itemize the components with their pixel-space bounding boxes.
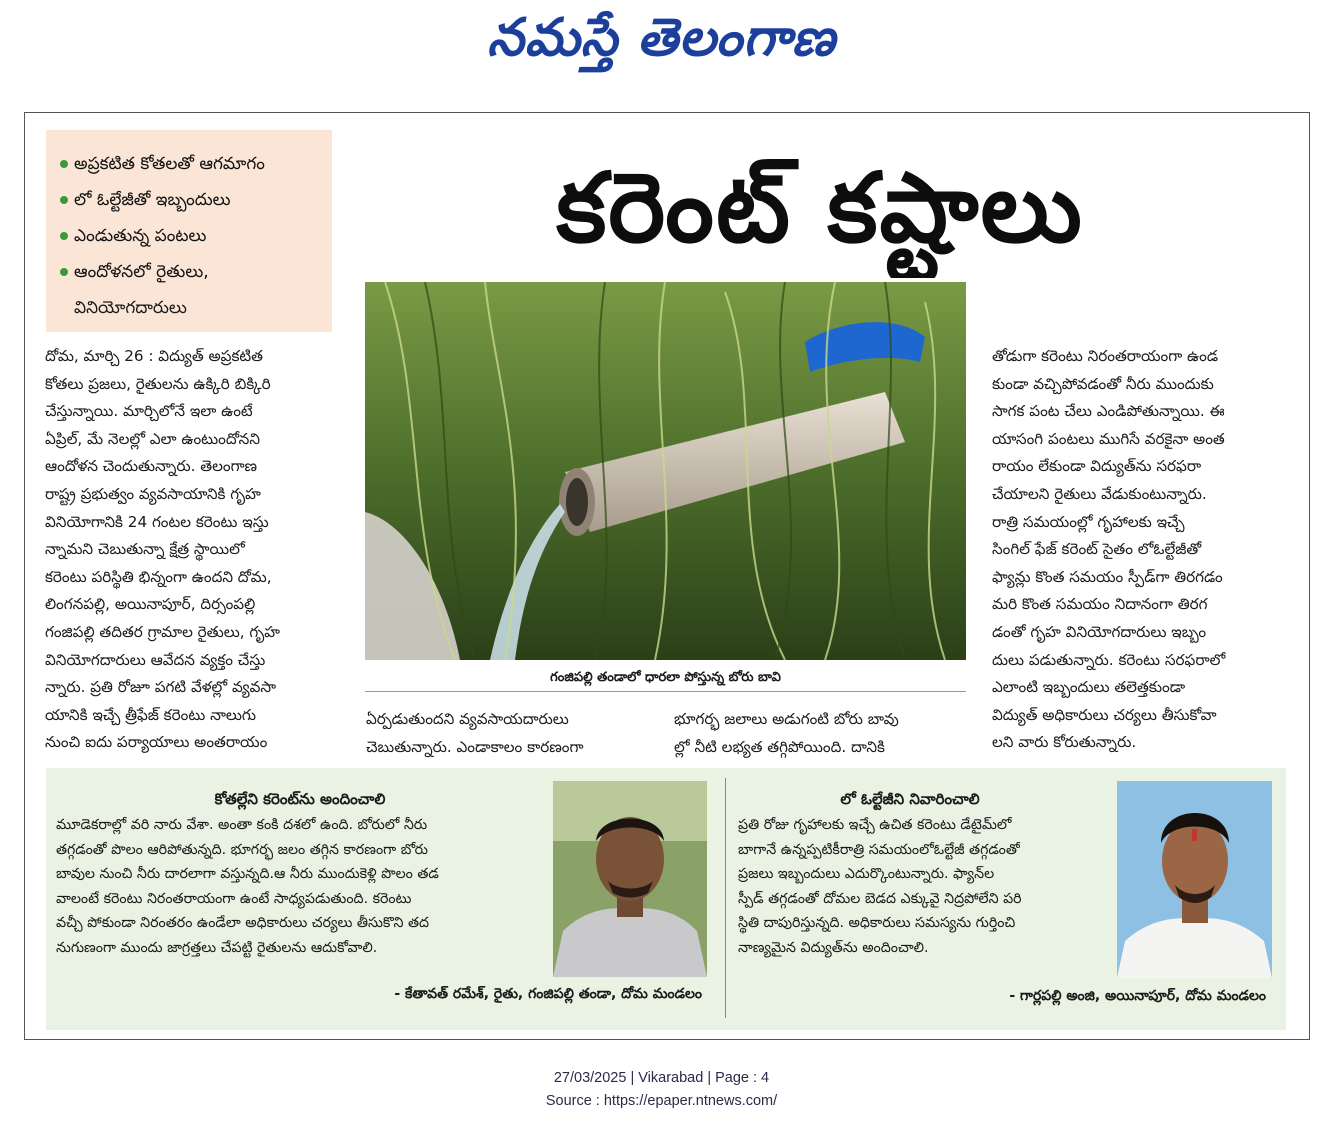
article-line: నుంచి ఐదు పర్యాయాలు అంతరాయం xyxy=(45,733,268,752)
quote1-portrait xyxy=(553,781,707,977)
article-line: చేయాలని రైతులు వేడుకుంటున్నారు. xyxy=(992,484,1207,503)
article-column-left xyxy=(45,343,345,757)
article-line: సింగిల్ ఫేజ్ కరెంట్ సైతం లోఓల్టేజీతో xyxy=(992,540,1202,559)
article-line: తోడుగా కరెంటు నిరంతరాయంగా ఉండ xyxy=(992,347,1219,365)
quote-line: బాగానే ఉన్నప్పటికీరాత్రి సమయంలోఓల్టేజీ తగ్గడంతో xyxy=(738,841,1020,858)
highlight-item: అప్రకటిత కోతలతో ఆగమాగం xyxy=(60,146,320,182)
article-line: విద్యుత్ అధికారులు చర్యలు తీసుకోవా xyxy=(992,705,1217,724)
quote-line: బావుల నుంచి నీరు దారలాగా వస్తున్నది.ఆ నీరు ముందుకెళ్లి పొలం తడ xyxy=(56,866,439,883)
article-line: న్నారు. ప్రతి రోజూ పగటి వేళల్లో వ్యవసా xyxy=(45,678,277,697)
article-column-right xyxy=(992,343,1287,757)
article-column-middle-2 xyxy=(674,706,964,761)
article-column-middle-1 xyxy=(366,706,656,761)
article-line: ఏప్రిల్, మే నెలల్లో ఎలా ఉంటుందోనని xyxy=(45,429,260,448)
quote-line: తగ్గడంతో పొలం ఆరిపోతున్నది. భూగర్భ జలం తగ్గిన కారణంగా బోరు xyxy=(56,841,428,858)
highlights-box xyxy=(46,130,332,332)
bullet-icon xyxy=(60,160,68,168)
article-line: కోతలు ప్రజలు, రైతులను ఉక్కిరి బిక్కిరి xyxy=(45,374,271,393)
footer-source: Source : https://epaper.ntnews.com/ xyxy=(545,1093,778,1109)
bullet-icon xyxy=(60,268,68,276)
quote-line: నుగుణంగా ముందు జాగ్రత్తలు చేపట్టి రైతులను ఆదుకోవాలి. xyxy=(56,939,378,956)
article-line: గంజిపల్లి తదితర గ్రామాల రైతులు, గృహ xyxy=(45,622,280,641)
article-line: ఏర్పడుతుందని వ్యవసాయదారులు xyxy=(366,710,569,728)
quote-line: ప్రతి రోజు గృహాలకు ఇచ్చే ఉచిత కరెంటు డేటైమ్‌లో xyxy=(738,817,1012,833)
article-line: భూగర్భ జలాలు అడుగంటి బోరు బావు xyxy=(674,710,899,728)
article-line: న్నామని చెబుతున్నా క్షేత్ర స్థాయిలో xyxy=(45,540,245,559)
quote-line: మూడెకరాల్లో వరి నారు వేశా. అంతా కంకి దశలో ఉంది. బోరులో నీరు xyxy=(56,817,428,833)
quote2-portrait xyxy=(1117,781,1272,978)
article-line: యానికి ఇచ్చే త్రీఫేజ్ కరెంటు నాలుగు xyxy=(45,705,257,724)
article-line: మరి కొంత సమయం నిదానంగా తిరగ xyxy=(992,595,1208,614)
article-line: దోమ, మార్చి 26 : విద్యుత్ అప్రకటిత xyxy=(45,347,263,365)
quote2-body xyxy=(738,813,1108,961)
article-line: రాష్ట్ర ప్రభుత్వం వ్యవసాయానికి గృహ xyxy=(45,484,261,503)
article-line: చేస్తున్నాయి. మార్చిలోనే ఇలా ఉంటే xyxy=(45,402,253,421)
article-line: యాసంగి పంటలు ముగిసే వరకైనా అంత xyxy=(992,429,1225,448)
article-photo xyxy=(365,282,966,660)
bullet-icon xyxy=(60,232,68,240)
quote-line: స్థితి దాపురిస్తున్నది. అధికారులు సమస్యను గుర్తించి xyxy=(738,915,1016,932)
article-line: వినియోగానికి 24 గంటల కరెంటు ఇస్తు xyxy=(45,512,269,531)
article-line: కుండా వచ్చిపోవడంతో నీరు ముందుకు xyxy=(992,374,1214,393)
quote-line: నాణ్యమైన విద్యుత్‌ను అందించాలి. xyxy=(738,939,929,956)
quote-line: ప్రజలు ఇబ్బందులు ఎదుర్కొంటున్నారు. ఫ్యాన్‌ల xyxy=(738,866,995,883)
paddy-field-pipe-image xyxy=(365,282,966,660)
article-line: ఫ్యాన్లు కొంత సమయం స్పీడ్‌గా తిరగడం xyxy=(992,567,1223,586)
quote2-signature: - గార్లపల్లి అంజి, అయినాపూర్, దోమ మండలం xyxy=(1009,988,1266,1004)
article-line: డంతో గృహ వినియోగదారులు ఇబ్బం xyxy=(992,622,1207,641)
masthead-title: నమస్తే తెలంగాణ xyxy=(487,8,836,68)
quote1-title: కోతల్లేని కరెంట్‌ను అందించాలి xyxy=(214,790,386,808)
quote-line: వాలంటే కరెంటు నిరంతరాయంగా ఉంటే సాధ్యపడుతుంది. కరెంటు xyxy=(56,890,412,907)
article-line: ఆందోళన చెందుతున్నారు. తెలంగాణ xyxy=(45,457,258,476)
article-line: సాగక పంట చేలు ఎండిపోతున్నాయి. ఈ xyxy=(992,402,1225,421)
consumer-portrait-image xyxy=(1117,781,1272,978)
article-line: ఎలాంటి ఇబ్బందులు తలెత్తకుండా xyxy=(992,678,1186,697)
article-line: వినియోగదారులు ఆవేదన వ్యక్తం చేస్తు xyxy=(45,650,266,669)
quote-line: వచ్చీ పోకుండా నిరంతరం ఉండేలా అధికారులు చర్యలు తీసుకొని తద xyxy=(56,915,430,932)
highlight-item: ఆందోళనలో రైతులు, xyxy=(60,254,320,290)
farmer-portrait-image xyxy=(553,781,707,977)
photo-caption: గంజిపల్లి తండాలో ధారలా పోస్తున్న బోరు బావి xyxy=(365,664,966,692)
footer-date-edition: 27/03/2025 | Vikarabad | Page : 4 xyxy=(553,1070,770,1086)
bullet-icon xyxy=(60,196,68,204)
quote2-title: లో ఓల్టేజీని నివారించాలి xyxy=(840,790,980,808)
article-line: లని వారు కోరుతున్నారు. xyxy=(992,733,1137,752)
highlight-item-continuation: వినియోగదారులు xyxy=(74,298,187,318)
article-line: కరెంటు పరిస్థితి భిన్నంగా ఉందని దోమ, xyxy=(45,567,272,586)
article-line: దులు పడుతున్నారు. కరెంటు సరఫరాలో xyxy=(992,650,1226,669)
article-line: రాత్రి సమయంల్లో గృహాలకు ఇచ్చే xyxy=(992,512,1185,531)
quotes-divider xyxy=(725,778,726,1018)
article-line: చెబుతున్నారు. ఎండాకాలం కారణంగా xyxy=(366,737,584,756)
article-line: రాయం లేకుండా విద్యుత్‌ను సరఫరా xyxy=(992,457,1202,476)
highlight-item: ఎండుతున్న పంటలు xyxy=(60,218,320,254)
quote1-body xyxy=(56,813,556,961)
headline: కరెంట్ కష్టాలు xyxy=(556,152,1084,264)
article-line: ల్లో నీటి లభ్యత తగ్గిపోయింది. దానికి xyxy=(674,737,885,756)
quote1-signature: - కేతావత్ రమేశ్, రైతు, గంజిపల్లి తండా, దోమ మండలం xyxy=(394,986,702,1002)
highlight-item: లో ఓల్టేజీతో ఇబ్బందులు xyxy=(60,182,320,218)
article-line: లింగనపల్లి, అయినాపూర్, దిర్సంపల్లి xyxy=(45,595,256,614)
quote-line: స్పీడ్ తగ్గడంతో దోమల బెడద ఎక్కువై నిద్రపోలేని పరి xyxy=(738,890,1022,907)
